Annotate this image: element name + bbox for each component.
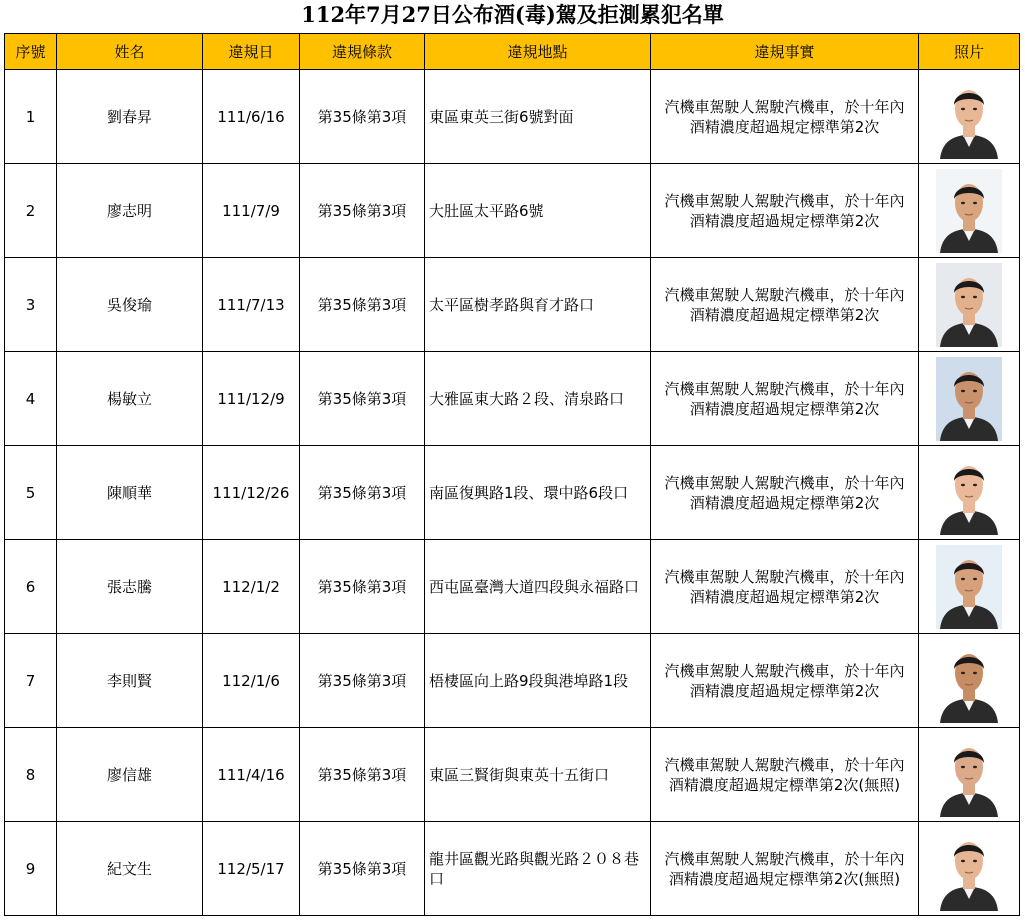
serial-cell: 2 [5, 164, 57, 258]
header-location: 違規地點 [425, 34, 651, 70]
serial-cell: 1 [5, 70, 57, 164]
serial-cell: 3 [5, 258, 57, 352]
clause-cell: 第35條第3項 [300, 728, 425, 822]
clause-cell: 第35條第3項 [300, 540, 425, 634]
location-cell: 龍井區觀光路與觀光路２０８巷口 [425, 822, 651, 916]
table-row [5, 164, 1020, 258]
date-cell: 112/1/2 [203, 540, 300, 634]
table-header-row [5, 34, 1020, 70]
clause-cell: 第35條第3項 [300, 634, 425, 728]
fact-line-2: 酒精濃度超過規定標準第2次 [689, 211, 880, 230]
photo-cell [919, 258, 1020, 352]
fact-cell [651, 540, 919, 634]
serial-cell: 5 [5, 446, 57, 540]
name-cell: 紀文生 [57, 822, 203, 916]
fact-cell [651, 822, 919, 916]
header-date: 違規日 [203, 34, 300, 70]
name-cell: 陳順華 [57, 446, 203, 540]
fact-cell [651, 352, 919, 446]
table-row [5, 822, 1020, 916]
location-cell: 南區復興路1段、環中路6段口 [425, 446, 651, 540]
table-row [5, 446, 1020, 540]
portrait-photo-icon [936, 263, 1002, 347]
date-cell: 112/5/17 [203, 822, 300, 916]
header-name: 姓名 [57, 34, 203, 70]
table-row [5, 352, 1020, 446]
photo-cell [919, 728, 1020, 822]
fact-line-2: 酒精濃度超過規定標準第2次 [689, 587, 880, 606]
date-cell: 111/7/13 [203, 258, 300, 352]
name-cell: 楊敏立 [57, 352, 203, 446]
name-cell: 廖信雄 [57, 728, 203, 822]
location-cell: 太平區樹孝路與育才路口 [425, 258, 651, 352]
portrait-photo-icon [936, 169, 1002, 253]
fact-line-1: 汽機車駕駛人駕駛汽機車，於十年內 [664, 849, 905, 868]
fact-line-2: 酒精濃度超過規定標準第2次(無照) [668, 869, 901, 888]
location-cell: 西屯區臺灣大道四段與永福路口 [425, 540, 651, 634]
portrait-photo-icon [936, 733, 1002, 817]
location-cell: 東區三賢街與東英十五街口 [425, 728, 651, 822]
header-clause: 違規條款 [300, 34, 425, 70]
date-cell: 112/1/6 [203, 634, 300, 728]
location-cell: 大雅區東大路２段、清泉路口 [425, 352, 651, 446]
fact-line-2: 酒精濃度超過規定標準第2次 [689, 399, 880, 418]
date-cell: 111/4/16 [203, 728, 300, 822]
table-row [5, 258, 1020, 352]
fact-line-1: 汽機車駕駛人駕駛汽機車，於十年內 [664, 379, 905, 398]
date-cell: 111/7/9 [203, 164, 300, 258]
portrait-photo-icon [936, 639, 1002, 723]
photo-cell [919, 164, 1020, 258]
date-cell: 111/12/26 [203, 446, 300, 540]
fact-line-1: 汽機車駕駛人駕駛汽機車，於十年內 [664, 567, 905, 586]
name-cell: 李則賢 [57, 634, 203, 728]
fact-cell [651, 728, 919, 822]
fact-cell [651, 258, 919, 352]
serial-cell: 8 [5, 728, 57, 822]
photo-cell [919, 822, 1020, 916]
portrait-photo-icon [936, 827, 1002, 911]
header-fact: 違規事實 [651, 34, 919, 70]
date-cell: 111/6/16 [203, 70, 300, 164]
fact-line-1: 汽機車駕駛人駕駛汽機車，於十年內 [664, 285, 905, 304]
location-cell: 大肚區太平路6號 [425, 164, 651, 258]
photo-cell [919, 446, 1020, 540]
table-row [5, 634, 1020, 728]
serial-cell: 4 [5, 352, 57, 446]
clause-cell: 第35條第3項 [300, 258, 425, 352]
fact-line-1: 汽機車駕駛人駕駛汽機車，於十年內 [664, 755, 905, 774]
fact-line-2: 酒精濃度超過規定標準第2次 [689, 305, 880, 324]
fact-line-2: 酒精濃度超過規定標準第2次(無照) [668, 775, 901, 794]
fact-line-1: 汽機車駕駛人駕駛汽機車，於十年內 [664, 473, 905, 492]
clause-cell: 第35條第3項 [300, 164, 425, 258]
serial-cell: 6 [5, 540, 57, 634]
portrait-photo-icon [936, 357, 1002, 441]
table-row [5, 540, 1020, 634]
name-cell: 廖志明 [57, 164, 203, 258]
clause-cell: 第35條第3項 [300, 352, 425, 446]
serial-cell: 7 [5, 634, 57, 728]
location-cell: 東區東英三街6號對面 [425, 70, 651, 164]
fact-line-1: 汽機車駕駛人駕駛汽機車，於十年內 [664, 97, 905, 116]
header-photo: 照片 [919, 34, 1020, 70]
fact-cell [651, 70, 919, 164]
photo-cell [919, 352, 1020, 446]
serial-cell: 9 [5, 822, 57, 916]
name-cell: 張志騰 [57, 540, 203, 634]
fact-line-1: 汽機車駕駛人駕駛汽機車，於十年內 [664, 661, 905, 680]
fact-line-2: 酒精濃度超過規定標準第2次 [689, 681, 880, 700]
fact-cell [651, 164, 919, 258]
fact-line-2: 酒精濃度超過規定標準第2次 [689, 493, 880, 512]
photo-cell [919, 70, 1020, 164]
table-row [5, 728, 1020, 822]
fact-line-2: 酒精濃度超過規定標準第2次 [689, 117, 880, 136]
date-cell: 111/12/9 [203, 352, 300, 446]
photo-cell [919, 540, 1020, 634]
name-cell: 劉春昇 [57, 70, 203, 164]
fact-line-1: 汽機車駕駛人駕駛汽機車，於十年內 [664, 191, 905, 210]
clause-cell: 第35條第3項 [300, 822, 425, 916]
clause-cell: 第35條第3項 [300, 446, 425, 540]
offender-table [4, 33, 1020, 916]
fact-cell [651, 634, 919, 728]
photo-cell [919, 634, 1020, 728]
fact-cell [651, 446, 919, 540]
clause-cell: 第35條第3項 [300, 70, 425, 164]
portrait-photo-icon [936, 75, 1002, 159]
location-cell: 梧棲區向上路9段與港埠路1段 [425, 634, 651, 728]
page-title: 112年7月27日公布酒(毒)駕及拒測累犯名單 [301, 2, 724, 27]
portrait-photo-icon [936, 451, 1002, 535]
portrait-photo-icon [936, 545, 1002, 629]
header-serial: 序號 [5, 34, 57, 70]
name-cell: 吳俊瑜 [57, 258, 203, 352]
table-row [5, 70, 1020, 164]
